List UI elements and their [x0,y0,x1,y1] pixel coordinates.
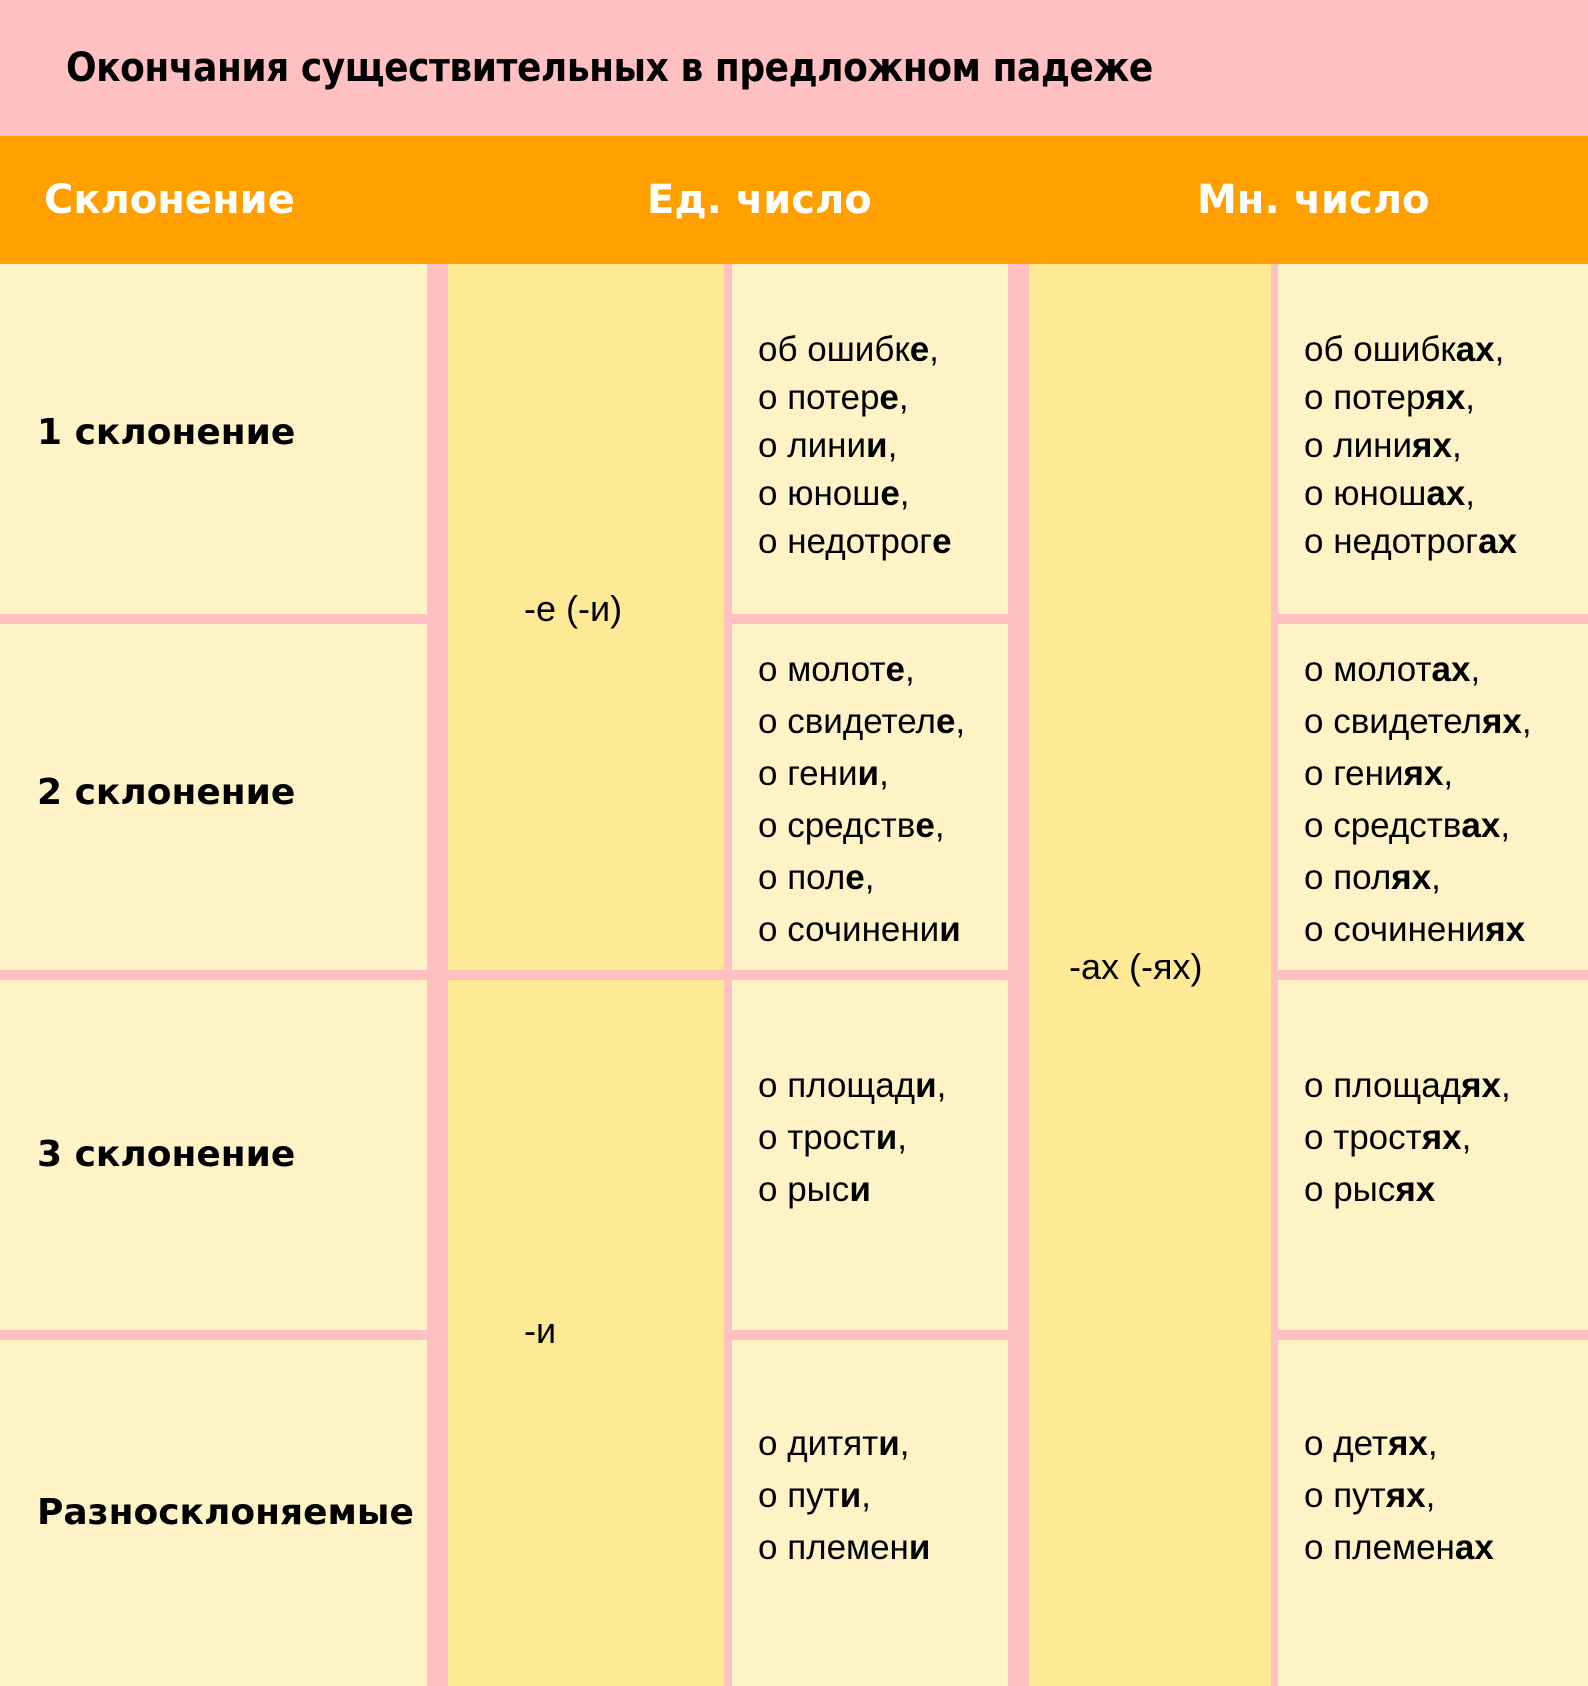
word-ending: ях [1481,702,1522,741]
word-separator: , [1501,1066,1511,1105]
declension-label: 2 склонение [37,772,296,813]
word-separator: , [1431,858,1441,897]
examples-list [1304,1418,1494,1574]
example-word [758,326,952,374]
examples-list [758,1418,930,1574]
example-word [1304,422,1517,470]
example-word [1304,1522,1494,1574]
plural-examples-row-1 [1278,264,1588,614]
word-stem: о гени [1304,754,1404,793]
word-ending: е [880,474,900,513]
example-word [1304,1060,1511,1112]
row-1-label-cell [0,264,427,614]
example-word [758,1164,946,1216]
plural-ending: -ах (-ях) [1069,946,1203,987]
word-ending: и [866,426,888,465]
word-separator: , [1465,378,1476,417]
example-word [758,904,965,956]
singular-ending: -е (-и) [524,588,623,629]
header-singular: Ед. число [647,177,872,223]
example-word [758,748,965,800]
word-ending: и [939,910,961,949]
example-word [1304,1164,1511,1216]
word-separator: , [1451,426,1462,465]
word-stem: о рыс [758,1170,850,1209]
word-ending: ях [1385,1476,1426,1515]
word-separator: , [1470,650,1481,689]
declension-label: Разносклоняемые [37,1492,414,1533]
word-ending: ях [1391,858,1432,897]
word-stem: о потер [758,378,880,417]
word-ending: ях [1403,754,1444,793]
word-stem: о племен [758,1528,909,1567]
examples-list [758,1060,946,1216]
word-ending: и [915,1066,937,1105]
word-separator: , [1443,754,1454,793]
word-stem: о пол [758,858,846,897]
word-ending: ях [1387,1424,1428,1463]
word-separator: , [934,806,945,845]
header-declension: Склонение [44,177,295,223]
word-separator: , [1500,806,1511,845]
word-separator: , [1521,702,1532,741]
plural-examples-row-4 [1278,1340,1588,1686]
example-word [758,800,965,852]
word-stem: об ошибк [1304,330,1456,369]
example-word [758,1522,930,1574]
header-plural: Мн. число [1197,177,1430,223]
word-ending: и [849,1170,871,1209]
word-stem: о рыс [1304,1170,1396,1209]
word-separator: , [929,330,939,369]
word-ending: ах [1461,806,1501,845]
word-separator: , [864,858,875,897]
word-stem: о пут [1304,1476,1386,1515]
word-stem: о недотрог [758,522,933,561]
singular-ending-cell-3-var [448,980,724,1686]
word-ending: ах [1455,330,1495,369]
example-word [758,374,952,422]
example-word [758,696,965,748]
word-separator: , [861,1476,871,1515]
word-separator: , [1427,1424,1438,1463]
word-ending: и [908,1528,931,1567]
word-stem: о лини [1304,426,1413,465]
word-separator: , [1425,1476,1436,1515]
word-stem: о площад [1304,1066,1462,1105]
example-word [1304,1470,1494,1522]
word-stem: о средств [758,806,916,845]
examples-list [758,326,952,566]
example-word [1304,852,1532,904]
word-stem: о площад [758,1066,916,1105]
word-stem: о сочинени [758,910,940,949]
row-4-label-cell [0,1340,427,1686]
example-word [1304,748,1532,800]
word-separator: , [899,1424,910,1463]
word-stem: о лини [758,426,867,465]
word-stem: о трост [1304,1118,1422,1157]
word-stem: о потер [1304,378,1426,417]
examples-list [1304,644,1532,956]
word-stem: о дитят [758,1424,879,1463]
row-3-label-cell [0,980,427,1330]
word-stem: о пол [1304,858,1392,897]
example-word [1304,1418,1494,1470]
example-word [1304,1112,1511,1164]
word-stem: о племен [1304,1528,1455,1567]
word-ending: и [857,754,880,793]
word-ending: и [875,1118,898,1157]
word-separator: , [898,378,909,417]
singular-ending-cell-1-2 [448,264,724,970]
singular-ending: -и [524,1310,557,1351]
word-stem: о дет [1304,1424,1388,1463]
plural-ending-cell [1029,264,1271,1686]
example-word [758,1060,946,1112]
word-stem: о гени [758,754,858,793]
word-ending: ах [1431,650,1471,689]
example-word [1304,470,1517,518]
word-ending: ах [1478,522,1517,561]
row-2-label-cell [0,624,427,970]
examples-list [1304,1060,1511,1216]
page-title: Окончания существительных в предложном падеже [66,45,1153,91]
word-ending: ях [1461,1066,1501,1105]
example-word [758,1112,946,1164]
plural-examples-row-3 [1278,980,1588,1330]
word-ending: е [932,522,952,561]
word-ending: е [935,702,956,741]
word-ending: ях [1395,1170,1436,1209]
example-word [758,644,965,696]
example-word [1304,326,1517,374]
example-word [758,1418,930,1470]
word-stem: о юнош [1304,474,1427,513]
declension-label: 1 склонение [37,412,296,453]
word-stem: о свидетел [1304,702,1482,741]
word-separator: , [904,650,915,689]
word-ending: ях [1421,1118,1462,1157]
word-ending: ах [1454,1528,1494,1567]
example-word [1304,696,1532,748]
word-ending: е [879,378,899,417]
declension-label: 3 склонение [37,1134,296,1175]
example-word [758,422,952,470]
example-word [758,470,952,518]
example-word [758,852,965,904]
example-word [1304,800,1532,852]
word-ending: ях [1485,910,1526,949]
word-separator: , [1494,330,1505,369]
word-ending: и [878,1424,900,1463]
word-stem: о молот [1304,650,1432,689]
word-stem: о пут [758,1476,840,1515]
word-separator: , [897,1118,907,1157]
word-stem: об ошибк [758,330,910,369]
singular-examples-row-3 [732,980,1008,1330]
word-stem: о свидетел [758,702,936,741]
word-ending: е [915,806,935,845]
word-ending: и [839,1476,862,1515]
word-ending: ях [1425,378,1466,417]
word-separator: , [1461,1118,1472,1157]
example-word [1304,644,1532,696]
examples-list [758,644,965,956]
word-stem: о сочинени [1304,910,1486,949]
example-word [1304,518,1517,566]
word-separator: , [887,426,898,465]
singular-examples-row-1 [732,264,1008,614]
word-ending: е [909,330,930,369]
word-separator: , [955,702,966,741]
singular-examples-row-2 [732,624,1008,970]
word-stem: о трост [758,1118,876,1157]
plural-examples-row-2 [1278,624,1588,970]
word-separator: , [936,1066,947,1105]
word-separator: , [879,754,889,793]
word-stem: о недотрог [1304,522,1479,561]
word-stem: о средств [1304,806,1462,845]
example-word [758,518,952,566]
word-separator: , [1465,474,1475,513]
example-word [1304,374,1517,422]
word-stem: о юнош [758,474,881,513]
word-separator: , [899,474,910,513]
word-ending: ах [1426,474,1466,513]
word-ending: ях [1412,426,1452,465]
word-stem: о молот [758,650,886,689]
word-ending: е [845,858,865,897]
example-word [758,1470,930,1522]
word-ending: е [885,650,905,689]
singular-examples-row-4 [732,1340,1008,1686]
example-word [1304,904,1532,956]
examples-list [1304,326,1517,566]
